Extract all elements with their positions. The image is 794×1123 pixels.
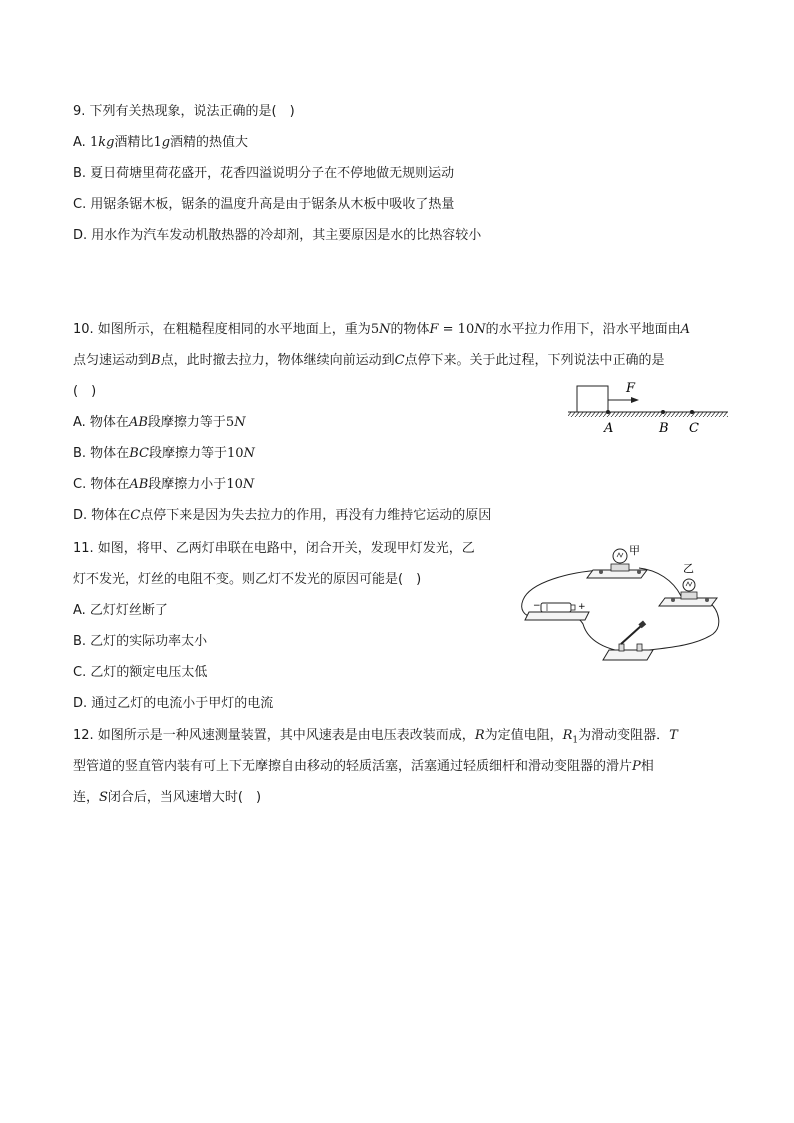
q10-option-b-val: 10 [226, 446, 244, 461]
q10-stem-line3: ( ) [73, 384, 97, 399]
q10-option-a[interactable] [73, 415, 246, 431]
q10-option-c-unit: N [242, 477, 255, 492]
q10-weight: 5 [370, 322, 380, 337]
q10-option-d[interactable] [73, 508, 491, 524]
q9-mass2: 1 [153, 135, 162, 150]
q10-weight-unit: N [379, 322, 391, 337]
label-minus: − [533, 601, 541, 611]
label-plus: + [578, 602, 586, 612]
q9-stem: 9. 下列有关热现象，说法正确的是( ) [73, 104, 295, 119]
q10-force-eq: = 10 [438, 322, 475, 337]
q10-option-text: 点停下来是因为失去拉力的作用，再没有力维持它运动的原因 [140, 508, 492, 523]
q9-option-d[interactable]: D. 用水作为汽车发动机散热器的冷却剂，其主要原因是水的比热容较小 [73, 228, 482, 243]
q11-option-d[interactable]: D. 通过乙灯的电流小于甲灯的电流 [73, 696, 274, 711]
label-c: C [689, 421, 699, 436]
q10-stem-text: 的物体 [390, 322, 430, 337]
q10-stem-text: 点匀速运动到 [73, 353, 152, 368]
q10-point-b: B [151, 353, 161, 368]
q11-stem-line1: 11. 如图，将甲、乙两灯串联在电路中，闭合开关，发现甲灯发光，乙 [73, 541, 475, 556]
switch [603, 621, 653, 660]
ground-hatch [568, 412, 728, 417]
q12-stem-line3 [73, 790, 261, 806]
q12-stem-line1 [73, 728, 678, 749]
q10-force-unit: N [474, 322, 486, 337]
q12-stem-text: 相 [640, 759, 654, 774]
q10-force-var: F [429, 322, 439, 337]
q10-option-text: 段摩擦力等于 [148, 446, 227, 461]
force-arrow-head [631, 397, 639, 403]
q10-stem-text: 点停下来。关于此过程，下列说法中正确的是 [404, 353, 665, 368]
q11-circuit-diagram [515, 540, 725, 666]
q9-option-b[interactable]: B. 夏日荷塘里荷花盛开，花香四溢说明分子在不停地做无规则运动 [73, 166, 455, 181]
q10-force-diagram [560, 376, 730, 438]
q9-option-a-prefix: A. [73, 135, 90, 150]
q10-option-a-seg: AB [128, 415, 148, 430]
q10-option-b[interactable] [73, 446, 255, 462]
q10-stem-line1 [73, 322, 690, 338]
q12-s: S [99, 790, 108, 805]
q12-stem-text: 闭合后，当风速增大时( ) [107, 790, 262, 805]
q10-option-c[interactable] [73, 477, 254, 493]
q12-stem-text: 型管道的竖直管内装有可上下无摩擦自由移动的轻质活塞，活塞通过轻质细杆和滑动变阻器的滑片 [73, 759, 633, 774]
q11-stem-line2: 灯不发光，灯丝的电阻不变。则乙灯不发光的原因可能是( ) [73, 572, 422, 587]
q12-stem-line2 [73, 759, 654, 775]
q12-t: T [669, 728, 678, 743]
q10-option-c-val: 10 [226, 477, 243, 492]
q10-point-c: C [394, 353, 405, 368]
q9-mass1: 1 [89, 135, 99, 150]
q12-p: P [632, 759, 641, 774]
q10-option-text: D. 物体在 [73, 508, 131, 523]
label-yi: 乙 [683, 562, 694, 575]
q9-option-a-tail: 酒精的热值大 [170, 135, 249, 150]
q10-point-a: A [680, 322, 690, 337]
q9-unit2: g [161, 135, 171, 150]
q10-option-text: C. 物体在 [73, 477, 130, 492]
q10-option-b-seg: BC [129, 446, 149, 461]
q12-r1-sub: 1 [572, 735, 579, 746]
q10-option-a-unit: N [234, 415, 246, 430]
point-b-dot [661, 410, 665, 414]
point-a-dot [606, 410, 610, 414]
q10-option-text: B. 物体在 [73, 446, 130, 461]
q12-r: R [474, 728, 485, 743]
lamp-yi [659, 579, 717, 606]
q10-option-b-unit: N [243, 446, 255, 461]
wire [573, 618, 615, 650]
q9-option-a[interactable] [73, 135, 248, 151]
q9-option-c[interactable]: C. 用锯条锯木板，锯条的温度升高是由于锯条从木板中吸收了热量 [73, 197, 455, 212]
q12-stem-text: 为滑动变阻器． [578, 728, 670, 743]
q11-option-a[interactable]: A. 乙灯灯丝断了 [73, 603, 168, 618]
wire [649, 602, 719, 650]
q10-stem-text: 的水平拉力作用下，沿水平地面由 [485, 322, 681, 337]
q12-stem-text: 为定值电阻， [484, 728, 563, 743]
q10-option-text: 段摩擦力小于 [148, 477, 227, 492]
q9-unit1: kg [98, 135, 115, 150]
label-jia: 甲 [629, 544, 640, 557]
label-b: B [659, 421, 669, 436]
label-a: A [604, 421, 614, 436]
q9-option-a-mid: 酒精比 [114, 135, 154, 150]
q10-option-text: 段摩擦力等于 [147, 415, 226, 430]
q12-stem-text: 连， [73, 790, 100, 805]
q10-option-text: A. 物体在 [73, 415, 129, 430]
q10-stem-text: 10. 如图所示，在粗糙程度相同的水平地面上，重为 [73, 322, 371, 337]
q10-option-a-val: 5 [225, 415, 235, 430]
q10-option-c-seg: AB [129, 477, 149, 492]
q10-stem-line2 [73, 353, 665, 369]
q11-option-c[interactable]: C. 乙灯的额定电压太低 [73, 665, 208, 680]
point-c-dot [690, 410, 694, 414]
q10-stem-text: 点，此时撤去拉力，物体继续向前运动到 [160, 353, 395, 368]
block [577, 386, 608, 412]
q10-option-d-point: C [130, 508, 141, 523]
q12-stem-text: 12. 如图所示是一种风速测量装置，其中风速表是由电压表改装而成， [73, 728, 475, 743]
q12-r1: R [562, 728, 573, 743]
q11-option-b[interactable]: B. 乙灯的实际功率太小 [73, 634, 208, 649]
label-f: F [626, 381, 636, 396]
